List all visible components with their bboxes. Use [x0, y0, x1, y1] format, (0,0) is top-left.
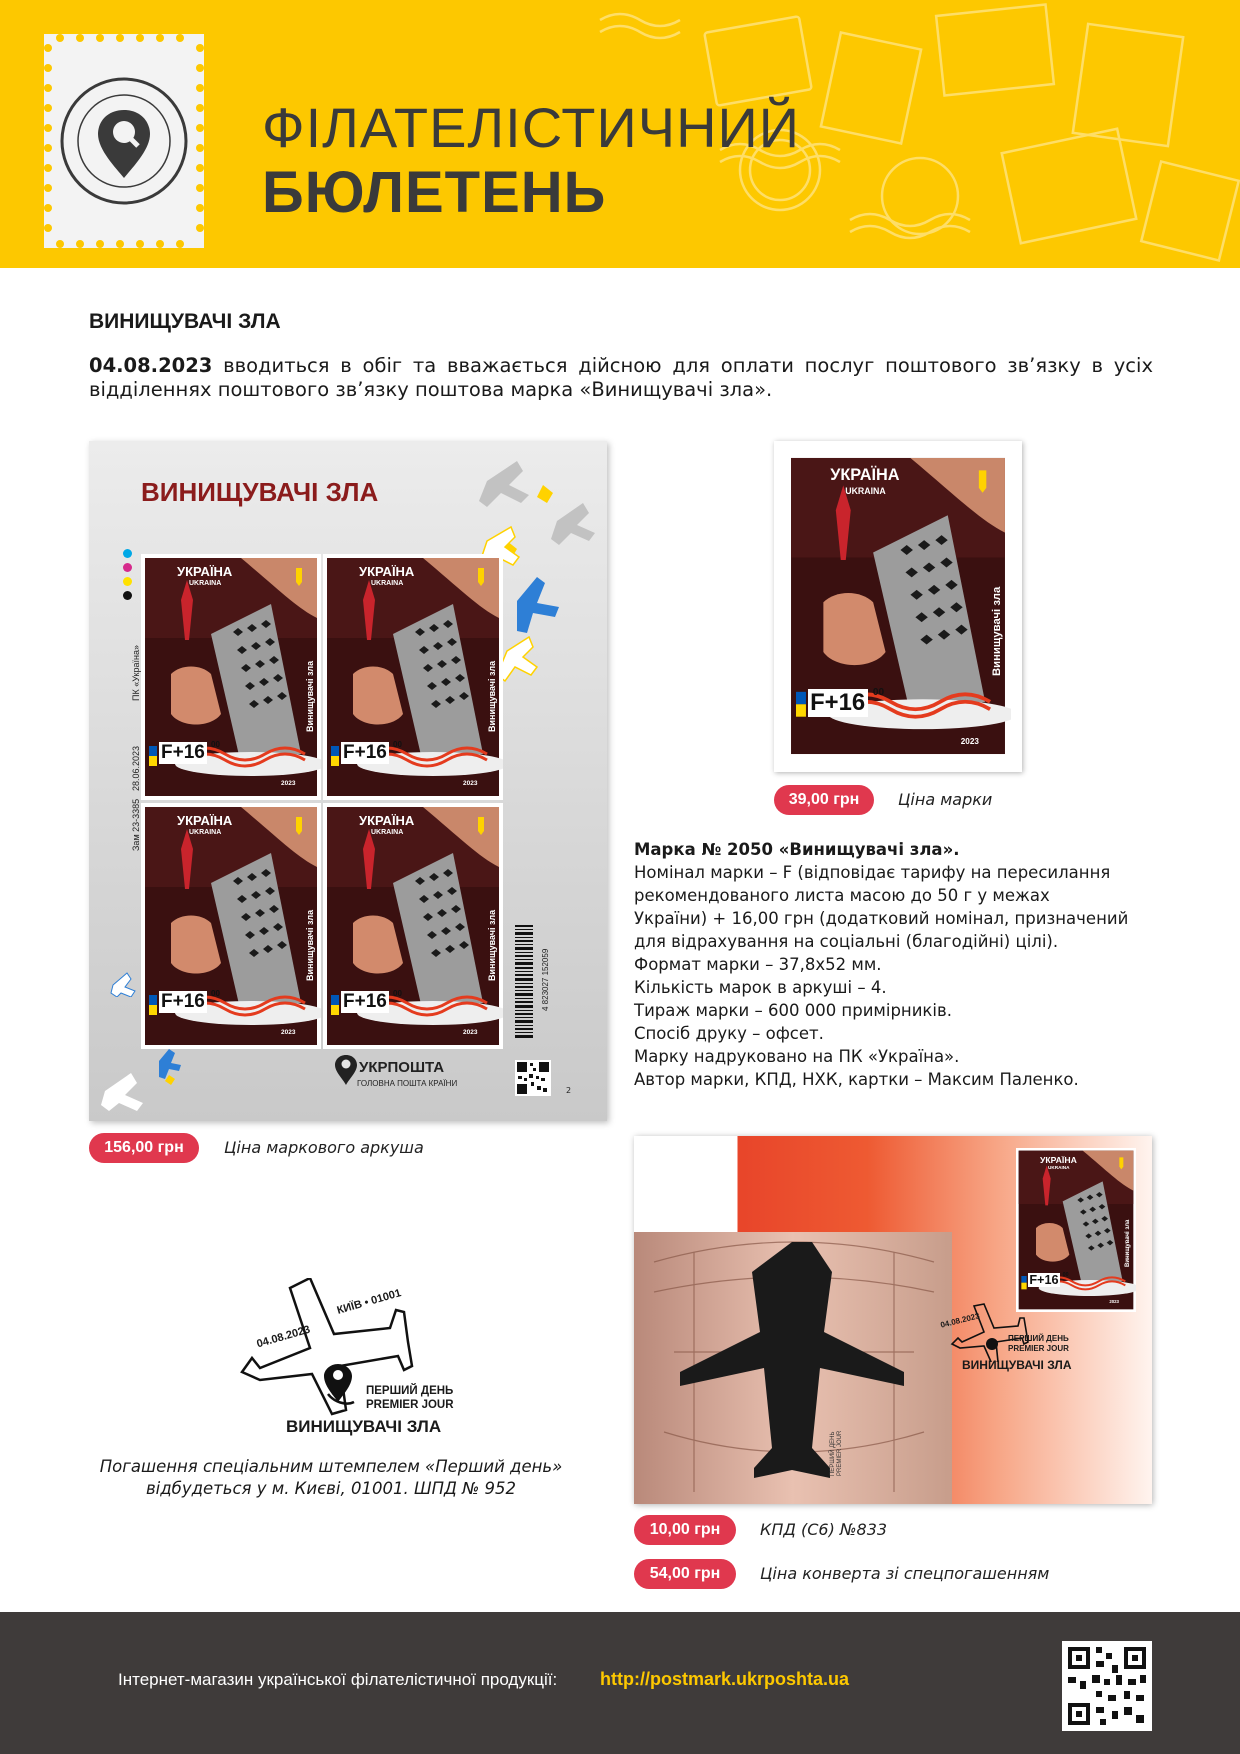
stamp-price-caption: Ціна марки — [898, 790, 993, 809]
header-banner — [0, 0, 1240, 268]
stamp-value: F+16 — [808, 689, 868, 717]
stamp-name: Винищувачі зла — [487, 660, 497, 732]
stamp-name: Винищувачі зла — [1125, 1219, 1132, 1267]
stamp-country-latin: UKRAINA — [1048, 1165, 1070, 1171]
stamp-year: 2023 — [281, 1029, 296, 1036]
envelope-stamp — [1016, 1148, 1136, 1312]
color-markers — [123, 549, 133, 599]
postmark-day-ua: ПЕРШИЙ ДЕНЬ — [366, 1385, 454, 1397]
postmark-day-fr: PREMIER JOUR — [366, 1399, 454, 1411]
intro-text: вводиться в обіг та вважається дійсною для оплати послуг поштового зв’язку в усіх відділеннях поштового зв’язку поштова марка «Винищувачі зла». — [89, 354, 1153, 401]
stamp-country-latin: UKRAINA — [189, 829, 222, 836]
bulletin-title-line2: БЮЛЕТЕНЬ — [262, 160, 607, 225]
stamp-description — [634, 838, 1156, 1091]
stamp-name: Винищувачі зла — [305, 909, 315, 981]
stamp-value-sup: 00 — [211, 740, 220, 749]
small-jet-icon — [109, 961, 149, 997]
single-stamp-card — [774, 441, 1022, 772]
envelope-postmark-day-ua: ПЕРШИЙ ДЕНЬ — [1008, 1334, 1069, 1343]
description-line: рекомендованого листа масою до 50 г у межах — [634, 886, 1050, 905]
sheet-date-label: 28.06.2023 — [131, 745, 141, 791]
stamp-value-sup: 00 — [1062, 1272, 1069, 1278]
stamp-country-latin: UKRAINA — [189, 580, 222, 587]
stamp-name: Винищувачі зла — [305, 660, 315, 732]
stamp-country-latin: UKRAINA — [371, 580, 404, 587]
stamp-value-sup: 00 — [393, 740, 402, 749]
stamp-value: F+16 — [161, 742, 205, 763]
stamp-country-latin: UKRAINA — [845, 485, 886, 496]
sheet-stamp-1 — [141, 554, 321, 800]
sheet-price-badge: 156,00 грн — [89, 1133, 199, 1163]
sheet-heading: ВИНИЩУВАЧІ ЗЛА — [141, 477, 379, 507]
stamp-value: F+16 — [161, 991, 205, 1012]
postmark-pin-icon — [58, 64, 190, 218]
stamp-country: УКРАЇНА — [830, 465, 900, 484]
description-line: Спосіб друку – офсет. — [634, 1024, 824, 1043]
description-line: для відрахування на соціальні (благодійні) цілі). — [634, 932, 1059, 951]
yellow-marker — [123, 577, 132, 586]
description-line: Номінал марки – F (відповідає тарифу на пересилання — [634, 863, 1111, 882]
jets-corner-illustration — [99, 1041, 189, 1111]
sheet-number: 2 — [566, 1086, 572, 1095]
stamp-year: 2023 — [463, 780, 478, 787]
first-day-envelope — [634, 1136, 1152, 1504]
description-line: Тираж марки – 600 000 примірників. — [634, 1001, 952, 1020]
ukrposhta-logo-subtext: ГОЛОВНА ПОШТА КРАЇНИ — [357, 1079, 458, 1088]
envelope-side-line2: PREMIER JOUR — [837, 1430, 843, 1476]
footer-qr-code[interactable] — [1062, 1641, 1152, 1731]
bulletin-title-line1: ФІЛАТЕЛІСТИЧНИЙ — [262, 96, 801, 159]
ukrposhta-stamp-logo — [44, 34, 204, 248]
stamp-year: 2023 — [281, 780, 296, 787]
ukrposhta-pin-icon — [333, 1053, 359, 1087]
postmark-first-day — [366, 1384, 454, 1412]
envelope-artwork — [634, 1232, 952, 1504]
stamp-country: УКРАЇНА — [177, 564, 233, 579]
description-line: України) + 16,00 грн (додатковий номінал, призначений — [634, 909, 1129, 928]
postmark-text-line2: відбудеться у м. Києві, 01001. ШПД № 952 — [145, 1479, 517, 1498]
envelope-postmark-day-fr: PREMIER JOUR — [1008, 1344, 1069, 1353]
envelope-postmark-date: 04.08.2023 — [939, 1311, 981, 1330]
footer — [0, 1612, 1240, 1754]
shop-link[interactable]: http://postmark.ukrposhta.ua — [600, 1669, 850, 1689]
sheet-stamp-3 — [141, 803, 321, 1049]
stamp-name: Винищувачі зла — [487, 909, 497, 981]
article-title: ВИНИЩУВАЧІ ЗЛА — [89, 310, 281, 333]
sheet-stamp-2 — [323, 554, 503, 800]
sheet-price-caption: Ціна маркового аркуша — [224, 1138, 424, 1157]
single-stamp — [785, 453, 1011, 759]
postmark-date: 04.08.2023 — [255, 1323, 312, 1351]
description-line: Автор марки, КПД, НХК, картки – Максим Паленко. — [634, 1070, 1079, 1089]
black-marker — [123, 591, 132, 600]
cyan-marker — [123, 549, 132, 558]
footer-text: Інтернет-магазин української філателістичної продукції: — [118, 1670, 558, 1689]
barcode — [513, 925, 539, 1045]
stamp-country: УКРАЇНА — [177, 813, 233, 828]
stamp-artwork — [1016, 1148, 1136, 1312]
stamp-price-badge: 39,00 грн — [774, 785, 874, 815]
postmark-description — [96, 1456, 566, 1500]
postmark-name: ВИНИЩУВАЧІ ЗЛА — [286, 1417, 442, 1436]
description-heading: Марка № 2050 «Винищувачі зла». — [634, 840, 960, 859]
sheet-qr-code — [515, 1060, 551, 1096]
sheet-printer-label: ПК «Україна» — [131, 645, 141, 701]
stamp-year: 2023 — [463, 1029, 478, 1036]
description-line: Формат марки – 37,8х52 мм. — [634, 955, 882, 974]
envelope-side-line1: ПЕРШИЙ ДЕНЬ — [830, 1431, 836, 1476]
stamp-country: УКРАЇНА — [359, 813, 415, 828]
special-cancel-price-badge: 54,00 грн — [634, 1559, 736, 1589]
special-cancel-price-caption: Ціна конверта зі спецпогашенням — [760, 1564, 1050, 1583]
article-intro — [89, 354, 1153, 402]
postmark-text-line1: Погашення спеціальним штемпелем «Перший день» — [99, 1457, 563, 1476]
stamp-value: F+16 — [343, 991, 387, 1012]
ukrposhta-logo-text: УКРПОШТА — [359, 1059, 445, 1076]
stamp-value-sup: 00 — [211, 989, 220, 998]
stamp-country-latin: UKRAINA — [371, 829, 404, 836]
stamp-sheet — [89, 441, 607, 1121]
stamp-country: УКРАЇНА — [359, 564, 415, 579]
envelope-first-day-label — [830, 1431, 844, 1476]
envelope-price-badge: 10,00 грн — [634, 1515, 736, 1545]
postmark-city: КИЇВ • 01001 — [335, 1287, 403, 1317]
description-line: Марку надруковано на ПК «Україна». — [634, 1047, 960, 1066]
issue-date: 04.08.2023 — [89, 354, 213, 377]
stamp-country: УКРАЇНА — [1040, 1154, 1077, 1165]
stamp-value: F+16 — [343, 742, 387, 763]
description-line: Кількість марок в аркуші – 4. — [634, 978, 887, 997]
magenta-marker — [123, 563, 132, 572]
envelope-postmark-day — [1008, 1334, 1069, 1354]
sheet-order-label: Зам 23-3385 — [131, 798, 141, 851]
stamp-value-sup: 00 — [393, 989, 402, 998]
stamp-value-sup: 00 — [872, 686, 885, 698]
envelope-postmark-name: ВИНИЩУВАЧІ ЗЛА — [962, 1358, 1072, 1372]
barcode-number: 4 823027 152059 — [541, 948, 550, 1011]
stamp-year: 2023 — [1109, 1298, 1119, 1304]
sheet-stamp-4 — [323, 803, 503, 1049]
stamp-name: Винищувачі зла — [990, 587, 1003, 677]
stamp-value: F+16 — [1029, 1273, 1059, 1288]
stamp-year: 2023 — [960, 736, 979, 746]
envelope-price-caption: КПД (С6) №833 — [760, 1520, 888, 1539]
